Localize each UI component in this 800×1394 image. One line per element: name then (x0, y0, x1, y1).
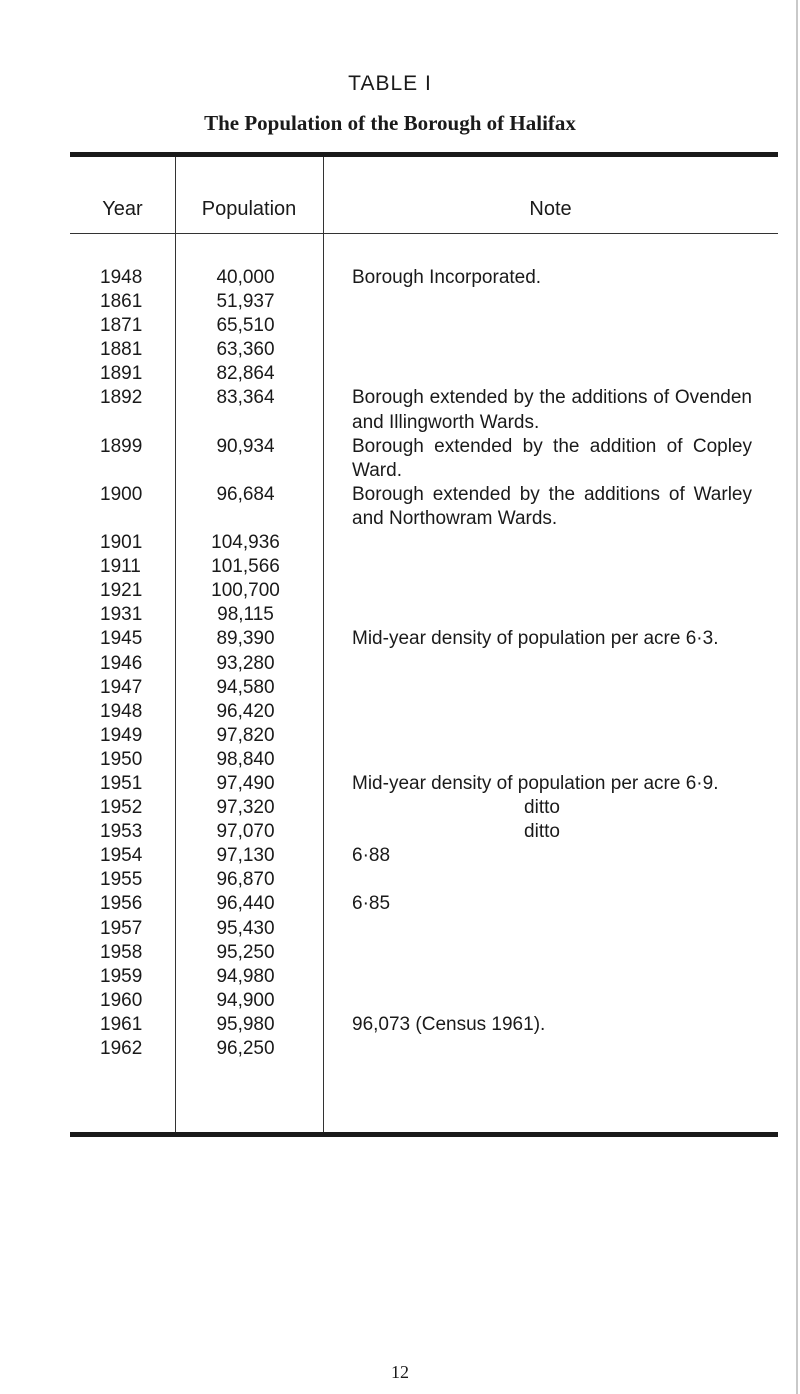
table-row (0, 338, 800, 362)
page-number: 12 (391, 1362, 409, 1382)
year-cell: 1955 (100, 869, 143, 891)
population-cell: 94,980 (216, 965, 275, 987)
population-cell: 83,364 (216, 387, 275, 409)
table-row (0, 579, 800, 603)
note-cell: Borough Incorporated. (352, 267, 542, 288)
population-cell: 65,510 (216, 315, 275, 337)
table-row (0, 965, 800, 989)
table-row (0, 796, 800, 820)
table-row (0, 435, 800, 483)
population-cell: 97,130 (216, 845, 275, 867)
note-cell: ditto (524, 797, 560, 819)
population-cell: 100,700 (211, 580, 280, 602)
note-cell (352, 989, 752, 1013)
table-row (0, 917, 800, 941)
note-cell: ditto (524, 821, 560, 843)
table-bottom-rule (70, 1132, 778, 1137)
year-cell: 1881 (100, 339, 143, 361)
note-cell (352, 603, 752, 627)
table-row (0, 627, 800, 651)
year-cell: 1953 (100, 821, 143, 843)
table-row (0, 1037, 800, 1061)
header-rule (70, 233, 778, 234)
year-cell: 1931 (100, 604, 143, 626)
note-cell (352, 724, 752, 748)
population-cell: 51,937 (216, 291, 275, 313)
table-row (0, 700, 800, 724)
year-cell: 1921 (100, 580, 143, 602)
population-cell: 89,390 (216, 628, 275, 650)
note-cell: Mid-year density of population per acre 6·9. (352, 772, 719, 794)
note-cell (352, 941, 752, 965)
table-row (0, 652, 800, 676)
year-cell: 1901 (100, 532, 143, 554)
table-row (0, 772, 800, 796)
population-cell: 101,566 (211, 556, 280, 578)
population-cell: 98,115 (217, 604, 274, 626)
note-cell (352, 700, 752, 724)
year-cell: 1952 (100, 797, 143, 819)
year-cell: 1891 (100, 363, 143, 385)
table-row (0, 483, 800, 531)
table-row (0, 290, 800, 314)
year-cell: 1954 (100, 845, 143, 867)
population-cell: 95,430 (216, 917, 275, 939)
note-cell (352, 1037, 752, 1061)
year-cell: 1900 (100, 483, 143, 505)
table-row (0, 868, 800, 892)
population-cell: 98,840 (216, 748, 275, 770)
note-cell: Borough extended by the additions of Ovenden and Illingworth Wards. (352, 387, 752, 433)
header-note: Note (529, 198, 572, 220)
table-row (0, 555, 800, 579)
note-cell: 6·85 (352, 893, 391, 915)
table-row (0, 603, 800, 627)
table-row (0, 941, 800, 965)
table-title: The Population of the Borough of Halifax (204, 111, 576, 135)
population-cell: 97,490 (216, 772, 275, 794)
note-cell (352, 555, 752, 579)
year-cell: 1950 (100, 748, 143, 770)
population-cell: 90,934 (216, 435, 275, 457)
note-cell (352, 579, 752, 603)
population-cell: 94,900 (216, 989, 275, 1011)
table-row (0, 892, 800, 916)
note-cell (352, 362, 752, 386)
population-cell: 82,864 (216, 363, 275, 385)
table-row (0, 386, 800, 434)
table-body (0, 266, 800, 1061)
note-cell (352, 868, 752, 892)
note-cell: 96,073 (Census 1961). (352, 1013, 546, 1035)
year-cell: 1956 (100, 893, 143, 915)
table-row (0, 314, 800, 338)
year-cell: 1951 (100, 772, 143, 794)
population-cell: 96,440 (216, 893, 275, 915)
year-cell: 1958 (100, 941, 143, 963)
note-cell (352, 290, 752, 314)
year-cell: 1947 (100, 676, 143, 698)
population-cell: 97,820 (216, 724, 275, 746)
population-cell: 40,000 (216, 267, 275, 288)
header-population: Population (201, 198, 297, 220)
population-cell: 96,420 (216, 700, 275, 722)
population-cell: 96,250 (216, 1038, 275, 1059)
header-year: Year (102, 198, 143, 220)
year-cell: 1961 (100, 1013, 143, 1035)
note-cell (352, 748, 752, 772)
note-cell: Borough extended by the additions of Warley and Northowram Wards. (352, 483, 752, 529)
population-cell: 104,936 (211, 532, 280, 554)
note-cell (352, 917, 752, 941)
note-cell: Borough extended by the addition of Copley Ward. (352, 435, 752, 481)
population-cell: 97,320 (216, 797, 275, 819)
table-row (0, 362, 800, 386)
population-cell: 93,280 (216, 652, 275, 674)
year-cell: 1957 (100, 917, 143, 939)
note-cell: 6·88 (352, 845, 391, 867)
table-row (0, 820, 800, 844)
table-row (0, 676, 800, 700)
note-cell: Mid-year density of population per acre 6·3. (352, 628, 719, 650)
year-cell: 1948 (100, 700, 143, 722)
year-cell: 1959 (100, 965, 143, 987)
population-cell: 94,580 (216, 676, 275, 698)
table-row (0, 724, 800, 748)
table-row (0, 748, 800, 772)
year-cell: 1962 (100, 1038, 143, 1059)
note-cell (352, 338, 752, 362)
table-row (0, 1013, 800, 1037)
year-cell: 1948 (100, 267, 143, 288)
table-row (0, 844, 800, 868)
population-cell: 63,360 (216, 339, 275, 361)
population-cell: 95,250 (216, 941, 275, 963)
population-cell: 96,870 (216, 869, 275, 891)
note-cell (352, 314, 752, 338)
year-cell: 1892 (100, 387, 143, 409)
note-cell (352, 676, 752, 700)
year-cell: 1911 (100, 556, 141, 578)
table-top-rule (70, 152, 778, 157)
table-row (0, 266, 800, 290)
year-cell: 1949 (100, 724, 143, 746)
table-row (0, 989, 800, 1013)
year-cell: 1946 (100, 652, 143, 674)
year-cell: 1899 (100, 435, 143, 457)
note-cell (352, 965, 752, 989)
population-cell: 95,980 (216, 1013, 275, 1035)
table-row (0, 531, 800, 555)
note-cell (352, 652, 752, 676)
note-cell (352, 531, 752, 555)
population-cell: 96,684 (216, 483, 275, 505)
table-caption: TABLE I (348, 72, 432, 95)
year-cell: 1960 (100, 989, 143, 1011)
year-cell: 1871 (100, 315, 143, 337)
year-cell: 1945 (100, 628, 143, 650)
population-cell: 97,070 (216, 821, 275, 843)
year-cell: 1861 (100, 291, 143, 313)
